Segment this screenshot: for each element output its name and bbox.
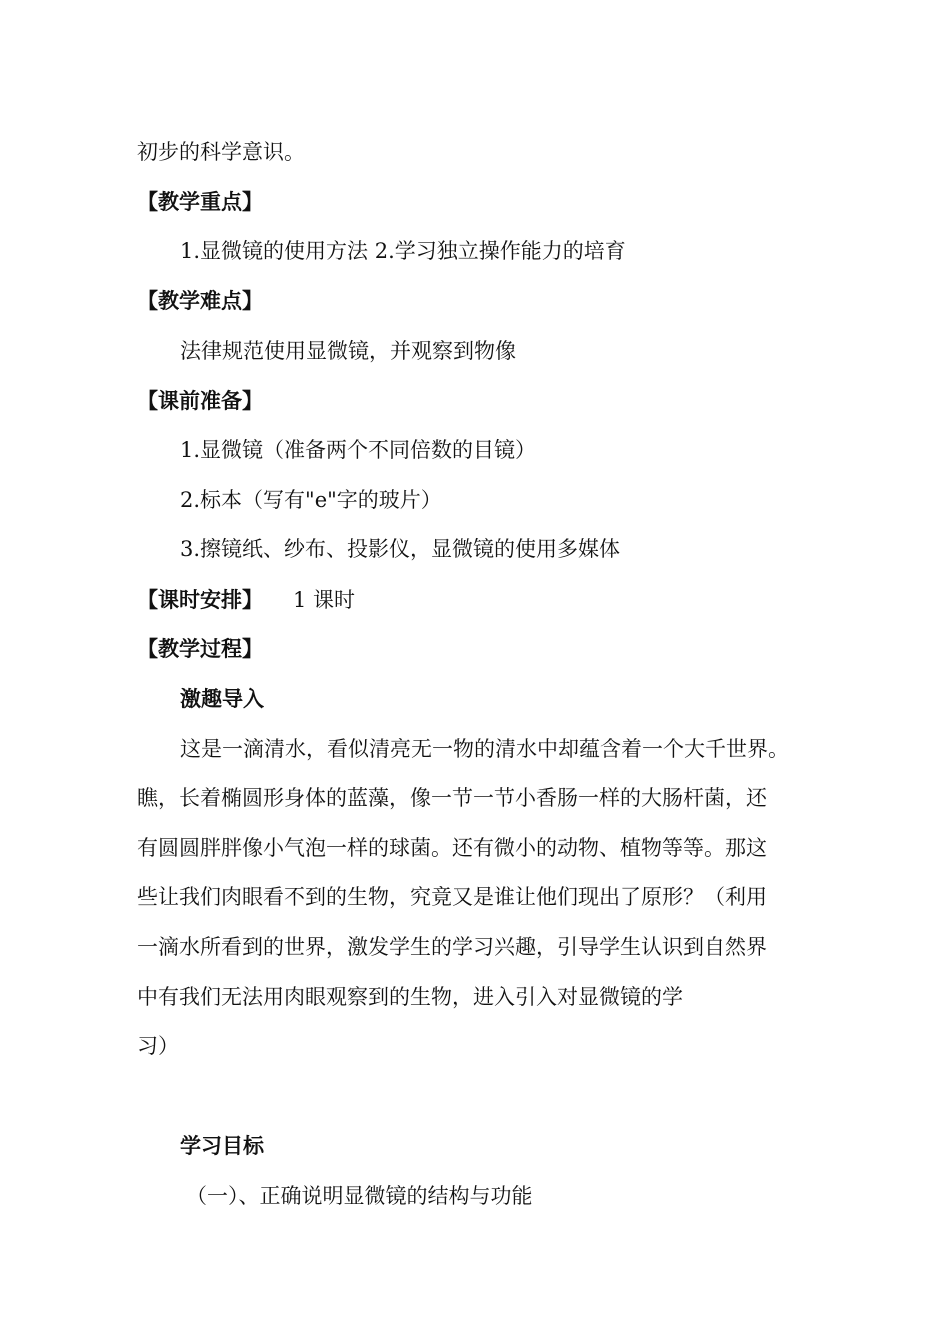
text-line: 1.显微镜的使用方法 2.学习独立操作能力的培育 <box>180 239 626 263</box>
paragraph-line: 习） <box>137 1034 179 1058</box>
paragraph-line: 这是一滴清水，看似清亮无一物的清水中却蕴含着一个大千世界。 <box>180 737 789 761</box>
section-heading-preparation: 【课前准备】 <box>137 388 263 413</box>
goal-item: （一）、正确说明显微镜的结构与功能 <box>186 1184 533 1208</box>
schedule-value: 1 课时 <box>293 588 356 612</box>
paragraph-line: 瞧，长着椭圆形身体的蓝藻，像一节一节小香肠一样的大肠杆菌，还 <box>137 786 767 810</box>
paragraph-line: 些让我们肉眼看不到的生物，究竟又是谁让他们现出了原形？（利用 <box>137 885 767 909</box>
section-heading-difficulties: 【教学难点】 <box>137 288 263 313</box>
subheading-goals: 学习目标 <box>180 1133 264 1158</box>
section-heading-schedule: 【课时安排】 <box>137 587 263 612</box>
list-item: 1.显微镜（准备两个不同倍数的目镜） <box>180 438 537 462</box>
schedule-line <box>137 587 355 613</box>
section-heading-key-points: 【教学重点】 <box>137 189 263 214</box>
paragraph-line: 有圆圆胖胖像小气泡一样的球菌。还有微小的动物、植物等等。那这 <box>137 836 767 860</box>
list-item: 3.擦镜纸、纱布、投影仪，显微镜的使用多媒体 <box>180 537 621 561</box>
text-line: 初步的科学意识。 <box>137 140 305 164</box>
list-item: 2.标本（写有"e"字的玻片） <box>180 488 442 512</box>
section-heading-process: 【教学过程】 <box>137 636 263 661</box>
paragraph-line: 中有我们无法用肉眼观察到的生物，进入引入对显微镜的学 <box>137 985 683 1009</box>
paragraph-line: 一滴水所看到的世界，激发学生的学习兴趣，引导学生认识到自然界 <box>137 935 767 959</box>
subheading-intro: 激趣导入 <box>180 686 264 711</box>
text-line: 法律规范使用显微镜，并观察到物像 <box>180 339 516 363</box>
